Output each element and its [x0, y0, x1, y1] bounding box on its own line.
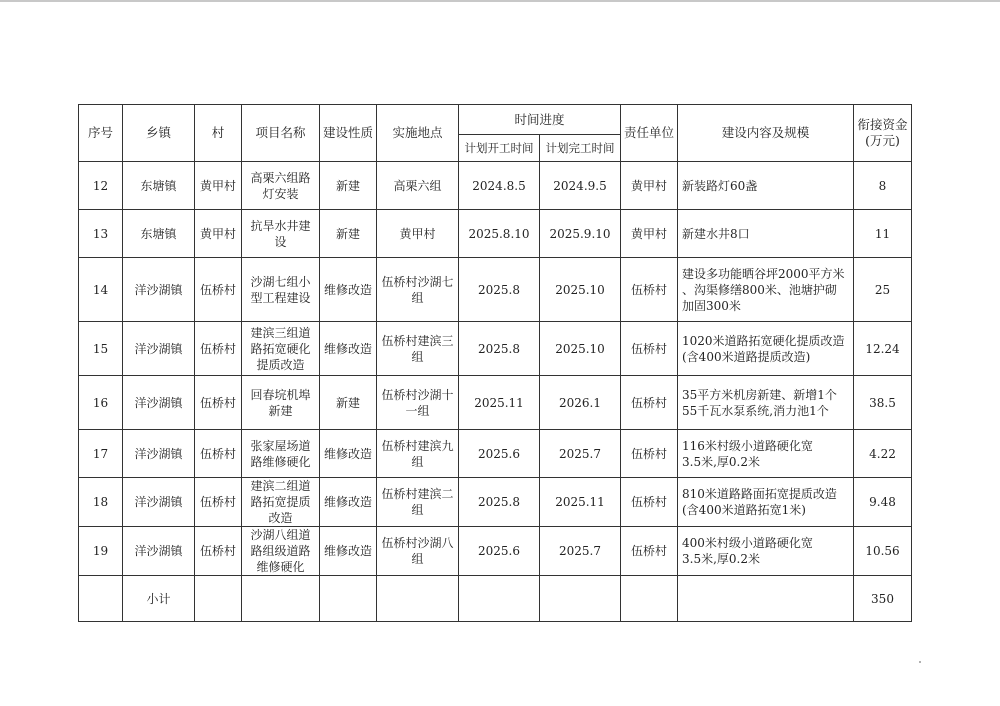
header-town: 乡镇 [123, 105, 195, 162]
table-row [79, 430, 912, 478]
table-row [79, 376, 912, 430]
header-no: 序号 [79, 105, 123, 162]
cell-town: 洋沙湖镇 [123, 430, 195, 478]
cell-funds: 9.48 [854, 478, 912, 527]
cell-location: 伍桥村建滨三 组 [377, 322, 459, 376]
cell-project: 回春垸机埠 新建 [242, 376, 320, 430]
cell-content: 35平方米机房新建、新增1个 55千瓦水泵系统,消力池1个 [678, 376, 854, 430]
cell-unit: 伍桥村 [621, 322, 678, 376]
empty-cell [320, 576, 377, 622]
cell-project: 张家屋场道 路维修硬化 [242, 430, 320, 478]
empty-cell [79, 576, 123, 622]
cell-no: 19 [79, 527, 123, 576]
cell-finish: 2025.9.10 [540, 210, 621, 258]
cell-finish: 2026.1 [540, 376, 621, 430]
empty-cell [459, 576, 540, 622]
cell-town: 洋沙湖镇 [123, 258, 195, 322]
cell-no: 13 [79, 210, 123, 258]
cell-nature: 新建 [320, 210, 377, 258]
cell-funds: 10.56 [854, 527, 912, 576]
cell-finish: 2025.11 [540, 478, 621, 527]
cell-unit: 伍桥村 [621, 376, 678, 430]
cell-funds: 11 [854, 210, 912, 258]
cell-unit: 伍桥村 [621, 258, 678, 322]
cell-content: 810米道路路面拓宽提质改造 (含400米道路拓宽1米) [678, 478, 854, 527]
cell-nature: 维修改造 [320, 322, 377, 376]
header-nature: 建设性质 [320, 105, 377, 162]
cell-town: 洋沙湖镇 [123, 322, 195, 376]
cell-start: 2025.6 [459, 527, 540, 576]
table-body [79, 162, 912, 622]
cell-town: 洋沙湖镇 [123, 478, 195, 527]
cell-town: 东塘镇 [123, 210, 195, 258]
cell-no: 16 [79, 376, 123, 430]
empty-cell [621, 576, 678, 622]
cell-village: 伍桥村 [195, 376, 242, 430]
cell-start: 2025.8 [459, 258, 540, 322]
cell-funds: 38.5 [854, 376, 912, 430]
cell-project: 建滨三组道 路拓宽硬化 提质改造 [242, 322, 320, 376]
cell-content: 116米村级小道路硬化宽 3.5米,厚0.2米 [678, 430, 854, 478]
cell-nature: 维修改造 [320, 258, 377, 322]
cell-town: 洋沙湖镇 [123, 527, 195, 576]
cell-finish: 2025.7 [540, 527, 621, 576]
cell-nature: 维修改造 [320, 430, 377, 478]
cell-content: 1020米道路拓宽硬化提质改造 (含400米道路提质改造) [678, 322, 854, 376]
cell-location: 伍桥村沙湖十 一组 [377, 376, 459, 430]
table-row [79, 162, 912, 210]
header-finish: 计划完工时间 [540, 135, 621, 162]
cell-village: 黄甲村 [195, 210, 242, 258]
scan-speck [919, 661, 921, 663]
empty-cell [377, 576, 459, 622]
cell-funds: 8 [854, 162, 912, 210]
cell-start: 2025.8.10 [459, 210, 540, 258]
cell-funds: 12.24 [854, 322, 912, 376]
cell-unit: 伍桥村 [621, 430, 678, 478]
cell-village: 伍桥村 [195, 258, 242, 322]
cell-project: 沙湖七组小 型工程建设 [242, 258, 320, 322]
cell-village: 伍桥村 [195, 478, 242, 527]
table-row [79, 210, 912, 258]
header-funds: 衔接资金 (万元) [854, 105, 912, 162]
cell-finish: 2025.7 [540, 430, 621, 478]
header-project: 项目名称 [242, 105, 320, 162]
cell-village: 伍桥村 [195, 430, 242, 478]
cell-finish: 2024.9.5 [540, 162, 621, 210]
page-top-border [0, 0, 1000, 2]
table-row [79, 478, 912, 527]
header-village: 村 [195, 105, 242, 162]
cell-no: 17 [79, 430, 123, 478]
table-row [79, 258, 912, 322]
table-row [79, 322, 912, 376]
cell-location: 伍桥村沙湖八 组 [377, 527, 459, 576]
empty-cell [678, 576, 854, 622]
cell-town: 东塘镇 [123, 162, 195, 210]
cell-project: 建滨二组道 路拓宽提质 改造 [242, 478, 320, 527]
cell-village: 黄甲村 [195, 162, 242, 210]
cell-project: 抗旱水井建 设 [242, 210, 320, 258]
cell-village: 伍桥村 [195, 322, 242, 376]
cell-unit: 伍桥村 [621, 478, 678, 527]
cell-nature: 维修改造 [320, 478, 377, 527]
table-row [79, 527, 912, 576]
header-start: 计划开工时间 [459, 135, 540, 162]
cell-content: 新建水井8口 [678, 210, 854, 258]
empty-cell [242, 576, 320, 622]
cell-unit: 黄甲村 [621, 210, 678, 258]
cell-location: 伍桥村沙湖七 组 [377, 258, 459, 322]
cell-start: 2025.8 [459, 322, 540, 376]
cell-no: 15 [79, 322, 123, 376]
cell-nature: 维修改造 [320, 527, 377, 576]
cell-content: 新装路灯60盏 [678, 162, 854, 210]
cell-no: 18 [79, 478, 123, 527]
cell-finish: 2025.10 [540, 258, 621, 322]
cell-content: 建设多功能晒谷坪2000平方米 、沟渠修缮800米、池塘护砌 加固300米 [678, 258, 854, 322]
cell-funds: 4.22 [854, 430, 912, 478]
project-table [78, 104, 912, 622]
cell-start: 2025.6 [459, 430, 540, 478]
subtotal-label: 小计 [123, 576, 195, 622]
cell-unit: 黄甲村 [621, 162, 678, 210]
cell-location: 高栗六组 [377, 162, 459, 210]
cell-no: 14 [79, 258, 123, 322]
cell-start: 2025.11 [459, 376, 540, 430]
cell-location: 伍桥村建滨二 组 [377, 478, 459, 527]
cell-no: 12 [79, 162, 123, 210]
header-location: 实施地点 [377, 105, 459, 162]
cell-start: 2024.8.5 [459, 162, 540, 210]
cell-village: 伍桥村 [195, 527, 242, 576]
header-content: 建设内容及规模 [678, 105, 854, 162]
empty-cell [195, 576, 242, 622]
cell-nature: 新建 [320, 162, 377, 210]
cell-finish: 2025.10 [540, 322, 621, 376]
cell-town: 洋沙湖镇 [123, 376, 195, 430]
subtotal-row [79, 576, 912, 622]
cell-start: 2025.8 [459, 478, 540, 527]
header-schedule: 时间进度 [459, 105, 621, 135]
cell-project: 高栗六组路 灯安装 [242, 162, 320, 210]
cell-unit: 伍桥村 [621, 527, 678, 576]
subtotal-funds: 350 [854, 576, 912, 622]
empty-cell [540, 576, 621, 622]
cell-location: 伍桥村建滨九 组 [377, 430, 459, 478]
cell-project: 沙湖八组道 路组级道路 维修硬化 [242, 527, 320, 576]
cell-location: 黄甲村 [377, 210, 459, 258]
cell-nature: 新建 [320, 376, 377, 430]
cell-content: 400米村级小道路硬化宽 3.5米,厚0.2米 [678, 527, 854, 576]
header-unit: 责任单位 [621, 105, 678, 162]
cell-funds: 25 [854, 258, 912, 322]
